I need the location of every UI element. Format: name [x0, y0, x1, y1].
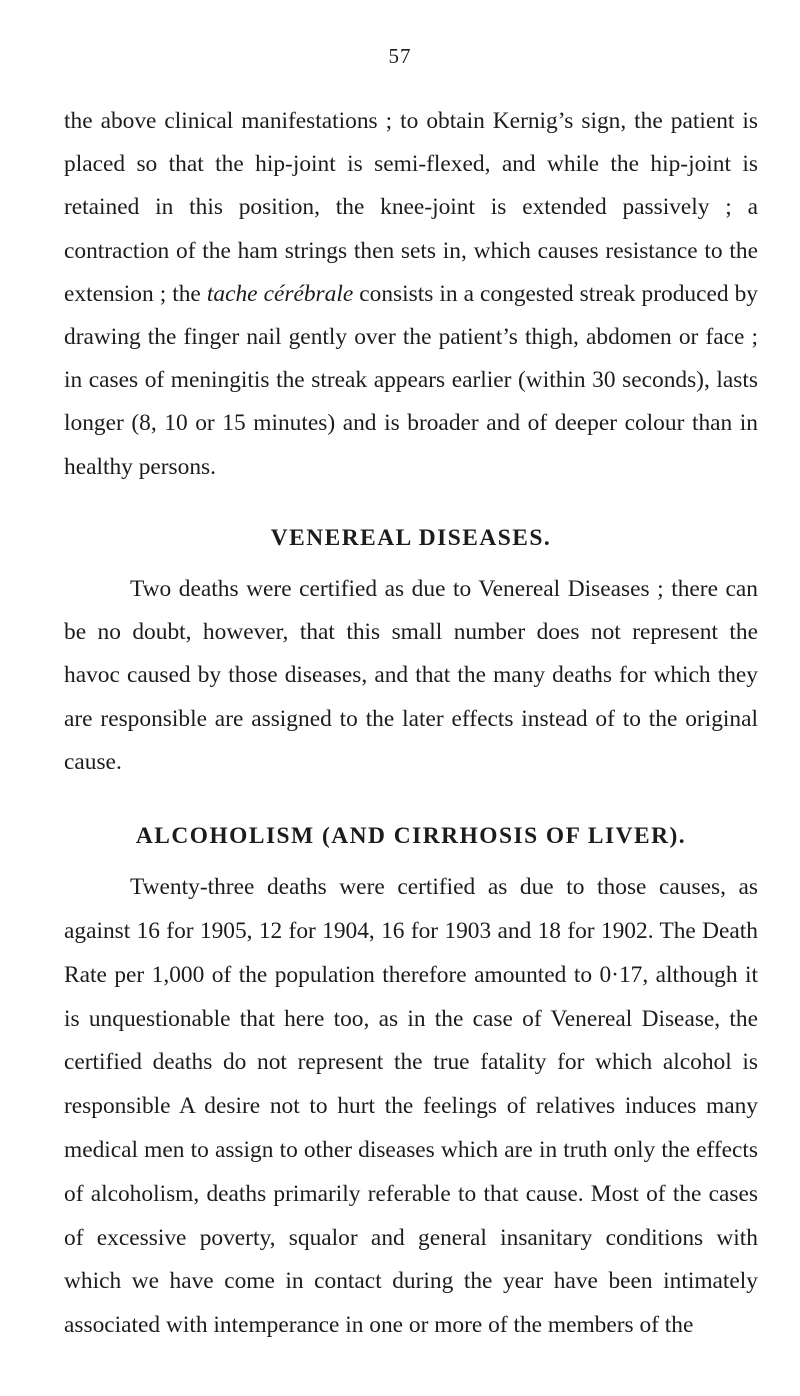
alcoholism-section: [64, 866, 758, 1348]
page-number: 57: [388, 44, 412, 68]
continuation-paragraph: [64, 100, 758, 489]
section-heading-venereal-diseases: VENEREAL DISEASES.: [270, 524, 552, 551]
continuation-text-part-1: the above clinical manifestations ; to obtain Kernig’s sign, the patient is placed so that the hip-joint is semi-flexed, and while the hip-joint is retained in this position, the knee-joint is extended passively ; a contraction of the ham strings then sets in, which causes resistance to the extension ; the: [64, 108, 758, 307]
italic-term-tache-cerebrale: tache cérébrale: [206, 280, 354, 307]
venereal-diseases-paragraph: Two deaths were certified as due to Venereal Diseases ; there can be no doubt, however, that this small number does not represent the havoc caused by those diseases, and that the many deaths for which they are responsible are assigned to the later effects instead of to the original cause.: [64, 576, 758, 775]
continuation-text-part-2: consists in a congested streak produced by drawing the finger nail gently over the patient’s thigh, abdomen or face ; in cases of meningitis the streak appears earlier (within 30 seconds), lasts longer (8, 10 or 15 minutes) and is broader and of deeper colour than in healthy persons.: [64, 280, 759, 480]
section-heading-alcoholism: ALCOHOLISM (AND CIRRHOSIS OF LIVER).: [135, 823, 687, 850]
page-body: [64, 100, 758, 1348]
alcoholism-paragraph: Twenty-three deaths were certified as due to those causes, as against 16 for 1905, 12 for 1904, 16 for 1903 and 18 for 1902. The Death Rate per 1,000 of the population therefore amounted to 0·17, although it is unquestionable that here too, as in the case of Venereal Disease, the certified deaths do not represent the true fatality for which alcohol is responsible A desire not to hurt the feelings of relatives induces many medical men to assign to other diseases which are in truth only the effects of alcoholism, deaths primarily referable to that cause. Most of the cases of excessive poverty, squalor and general insanitary conditions with which we have come in contact during the year have been intimately associated with intemperance in one or more of the members of the: [64, 874, 758, 1339]
